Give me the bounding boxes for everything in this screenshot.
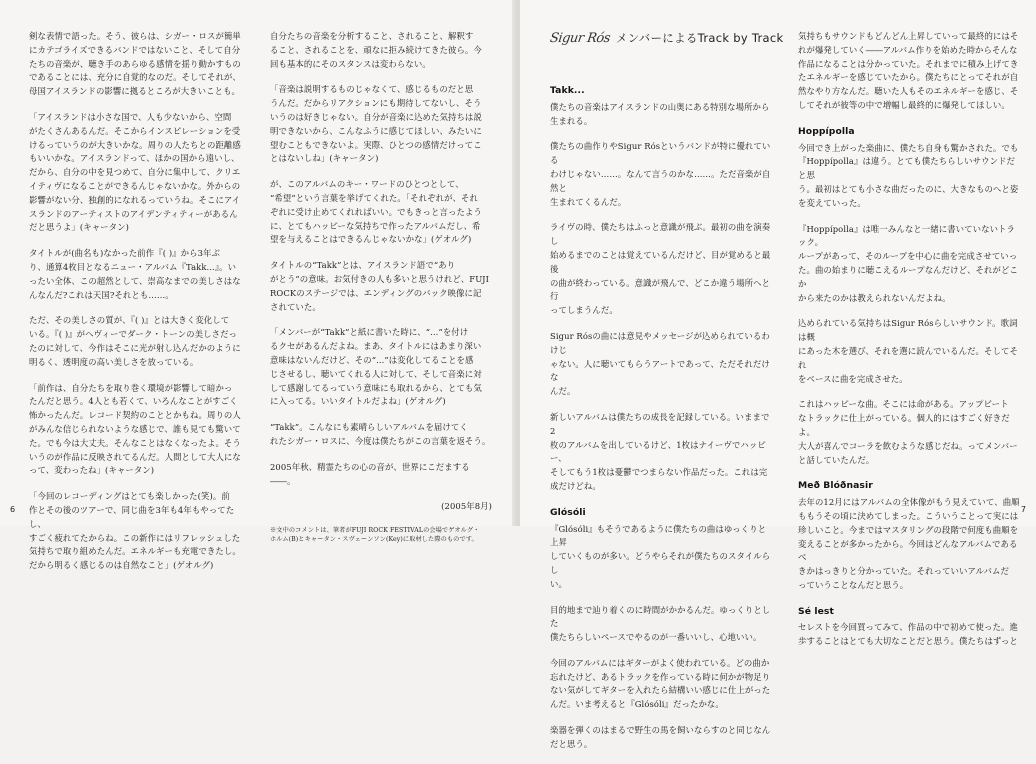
paragraph: これはハッピーな曲。そこには命がある。アップビート なトラックに仕上がっている。個人的にはすごく好きだよ。 大人が喜んでコーラを飲むような感じだね。ってメンバー と話していたんだ。 [798, 399, 1018, 465]
track-section [798, 605, 1020, 649]
date-line: (2005年8月) [441, 501, 492, 512]
paragraph: 剣な表情で語った。そう、彼らは、シガー・ロスが簡単 にカテゴライズできるバンドではないこと、そして自分 たちの音楽が、聴き手のあらゆる感情を揺り動かすもの であることには、充分に自覚的なのだ。そしてそれが、 母国アイスランドの影響に拠るところが大きいことも。 [29, 31, 241, 97]
paragraph: 「前作は、自分たちを取り巻く環境が影響して暗かっ たんだと思う。4人とも若くて、いろんなことがすごく 怖かったんだ。レコード契約のこととかもね。周りの人 がみんな信じられないような感じで、誰も見ても驚いて た。でも今は大丈夫。そんなことはなくなったよ。そう いうのが作品に反映されてるんだ。人間として大人にな って、変わったね」(キャータン) [29, 382, 241, 476]
page-number-right: 7 [1020, 505, 1026, 514]
paragraph: 自分たちの音楽を分析すること、されること、解釈す ること、されることを、頑なに拒み続けてきた彼ら。今 回も基本的にそのスタンスは変わらない。 [270, 31, 482, 69]
paragraph: タイトルが(曲名も)なかった前作『( )』から3年ぶ り、通算4枚目となるニュー・アルバム『Takk...』。い ったい全体、この超然として、崇高なまでの美しさはな んなんだ?これは天国?それとも……。 [29, 248, 241, 300]
track-title: Með Blóðnasir [798, 480, 873, 492]
right-column-2 [798, 30, 1020, 661]
paragraph: セレストを今回買ってみて、作品の中で初めて使った。進 歩することはとても大切なことだと思う。僕たちはずっと [798, 622, 1018, 647]
track-section [798, 479, 1020, 592]
left-column-2 [270, 30, 492, 556]
paragraph: タイトルの“Takk”とは、アイスランド語で“あり がとう”の意味。お気付きの人も多いと思うけれど、FUJI ROCKのステージでは、エンディングのバック映像に記 されていた。 [270, 260, 490, 312]
paragraph: ライヴの時、僕たちはふっと意識が飛ぶ。最初の曲を演奏し 始めるまでのことは覚えているんだけど、目が覚めると最後 の曲が終わっている。意識が飛んで、どこか違う場所へと行 ってしまうんだ。 [550, 222, 771, 316]
paragraph: 「今回のレコーディングはとても楽しかった(笑)。前 作とその後のツアーで、同じ曲を3年も4年もやってたし、 すごく疲れてたからね。この新作にはリフレッシュした 気持ちで取り組めたんだ。エネルギーも充電できたし。 だから明るく感じるのは自然なこと」(ゲオルグ) [29, 491, 241, 571]
track-section [798, 30, 1020, 113]
paragraph: 「アイスランドは小さな国で、人も少ないから、空間 がたくさんあるんだ。そこからインスピレーションを受 けるっていうのが大きいかな。周りの人たちとの距離感 もいいかな。アイスランドって、ほかの国から遠いし、 だから、自分の中を見つめて、自分に集中して、クリエ イティヴになることができるんじゃないかな。外からの 影響がない分、独創的になれるっていうね。そこにアイ スランドのアーティストのアイデンティティーがあるん だと思うよ」(キャータン) [29, 111, 241, 233]
paragraph: ただ、その美しさの質が、『( )』とは大きく変化して いる。『( )』がヘヴィーでダーク・トーンの美しさだっ たのに対して、今作はそこに光が射し込んだかのように 明るく、透明度の高い美しさを放っている。 [29, 315, 241, 367]
paragraph: 僕たちの曲作りやSigur Rósというバンドが特に優れている わけじゃない……。なんて言うのかな……。ただ音楽が自然と 生まれてくるんだ。 [550, 141, 771, 207]
band-logo: Sigur Rós [548, 30, 611, 46]
paragraph: Sigur Rósの曲には意見やメッセージが込められているわけじ ゃない。人に聴いてもらうアートであって、ただそれだけな んだ。 [550, 330, 770, 397]
paragraph: 込められている気持ちはSigur Rósらしいサウンド。歌詞は概 にあった木を選び、それを選に読んでいるんだ。そしてそれ をベースに曲を完成させた。 [798, 318, 1018, 384]
track-section [550, 84, 772, 494]
paragraph: 楽器を弾くのはまるで野生の馬を飼いならすのと同じなん だと思う。 [550, 725, 771, 749]
left-column-1 [29, 30, 249, 585]
track-title: Hoppípolla [798, 125, 855, 137]
paragraph: 『Glósóli』もそうであるように僕たちの曲はゆっくりと上昇 していくものが多い。どうやらそれが僕たちのスタイルらし い。 [550, 523, 771, 589]
paragraph: 新しいアルバムは僕たちの成長を記録している。いままで2 枚のアルバムを出しているけど、1枚はナイーヴでハッピー、 そしてもう1枚は憂鬱でつまらない作品だった。これは完 成だけどね。 [550, 411, 770, 491]
footnote: ※文中のコメントは、筆者がFUJI ROCK FESTIVALの会場でゲオルグ・ ホルム(B)とキャータン・スヴェーンソン(Key)に取材した際のものです。 [270, 527, 480, 544]
paragraph: 今回でき上がった楽曲に、僕たち自身も驚かされた。でも 『Hoppípolla』は違う。とても僕たちらしいサウンドだと思 う。最初はとても小さな曲だったのに、大きなものへと姿 を変えていった。 [798, 142, 1019, 208]
paragraph: 僕たちの音楽はアイスランドの山奥にある特別な場所から 生まれる。 [550, 101, 770, 126]
left-page [0, 0, 516, 571]
paragraph: 去年の12月にはアルバムの全体像がもう見えていて、曲順 ももうその頃に決めてしまった。こういうことって実には 珍しいこと。今まではマスタリングの段階で何度も曲順を 変えることが多かったから。今回はどんなアルバムであるべ きかはっきりと分かっていた。それっていいアルバムだ っていうことなんだと思う。 [798, 497, 1020, 590]
track-title: Sé lest [798, 605, 834, 617]
track-title: Glósóli [550, 506, 586, 518]
track-section [550, 506, 772, 752]
paragraph: 『Hoppípolla』は唯一みんなと一緒に書いていないトラック。 ループがあって、そのループを中心に曲を完成させていっ た。曲の始まりに聴こえるループなんだけど、それがどこか から来たのかは教えられないんだよね。 [798, 223, 1018, 303]
paragraph: “Takk”。こんなにも素晴らしいアルバムを届けてく れたシガー・ロスに、今度は僕たちがこの言葉を返そう。 [270, 422, 491, 446]
paragraph: 目的地まで辿り着くのに時間がかかるんだ。ゆっくりとした 僕たちらしいペースでやるのが一番いいし、心地いい。 [550, 604, 771, 643]
paragraph: 「音楽は説明するものじゃなくて、感じるものだと思 うんだ。だからリアクションにも期待してないし、そう いうのは好きじゃない。自分が音楽に込めた気持ちは説 明できないから、こんなふうに感じてほしい、みたいに 望むこともできないよ。実際、ひとつの感情だけってこ とはないしね」(キャータン) [270, 84, 482, 164]
paragraph: 気持ちもサウンドもどんどん上昇していって最終的にはそ れが爆発していく――アルバム作りを始めた時からそんな 作品になることは分かっていた。それまでに積み上げてき たエネルギーを感じていたから。僕たちにとってそれが自 然なやり方なんだ。聴いた人もそのエネルギーを感じ、そ してそれが彼等の中で増幅し最終的に爆発してほしい。 [798, 31, 1019, 110]
closing-line: 2005年秋、精霊たちの心の音が、世界にこだまする――。 [270, 461, 470, 486]
right-column-1 [550, 84, 772, 764]
track-title: Takk... [550, 85, 585, 96]
section-title: メンバーによるTrack by Track [615, 31, 784, 45]
page-number-left: 6 [10, 505, 16, 514]
paragraph: 今回のアルバムにはギターがよく使われている。どの曲か 忘れたけど、あるトラックを作っている時に何かが物足り ない気がしてギターを入れたら結構いい感じに仕上がった んだ。いま考えると『Glósóli』だったかな。 [550, 657, 771, 710]
track-section [798, 125, 1020, 468]
paragraph: 「メンバーが“Takk”と紙に書いた時に、“...”を付け るクセがあるんだよね。まあ、タイトルにはあまり深い 意味はないんだけど、その“...”は変化してることを感 じさせるし、聴いてくれる人に対して、そして音楽に対 して感謝してるっていう意味にも取れるから、とても気 に入ってる。いいタイトルだよね」(ゲオルグ) [270, 327, 482, 407]
paragraph: が、このアルバムのキー・ワードのひとつとして、 “希望”という言葉を挙げてくれた。「それぞれが、それ ぞれに受け止めてくれればいい。でもきっと言ったよう に、とてもハッピーな気持ちで作ったアルバムだし、希 望を与えることはできるんじゃないかな」(ゲオルグ) [270, 179, 482, 245]
right-page [520, 0, 1036, 749]
section-header [550, 30, 784, 46]
